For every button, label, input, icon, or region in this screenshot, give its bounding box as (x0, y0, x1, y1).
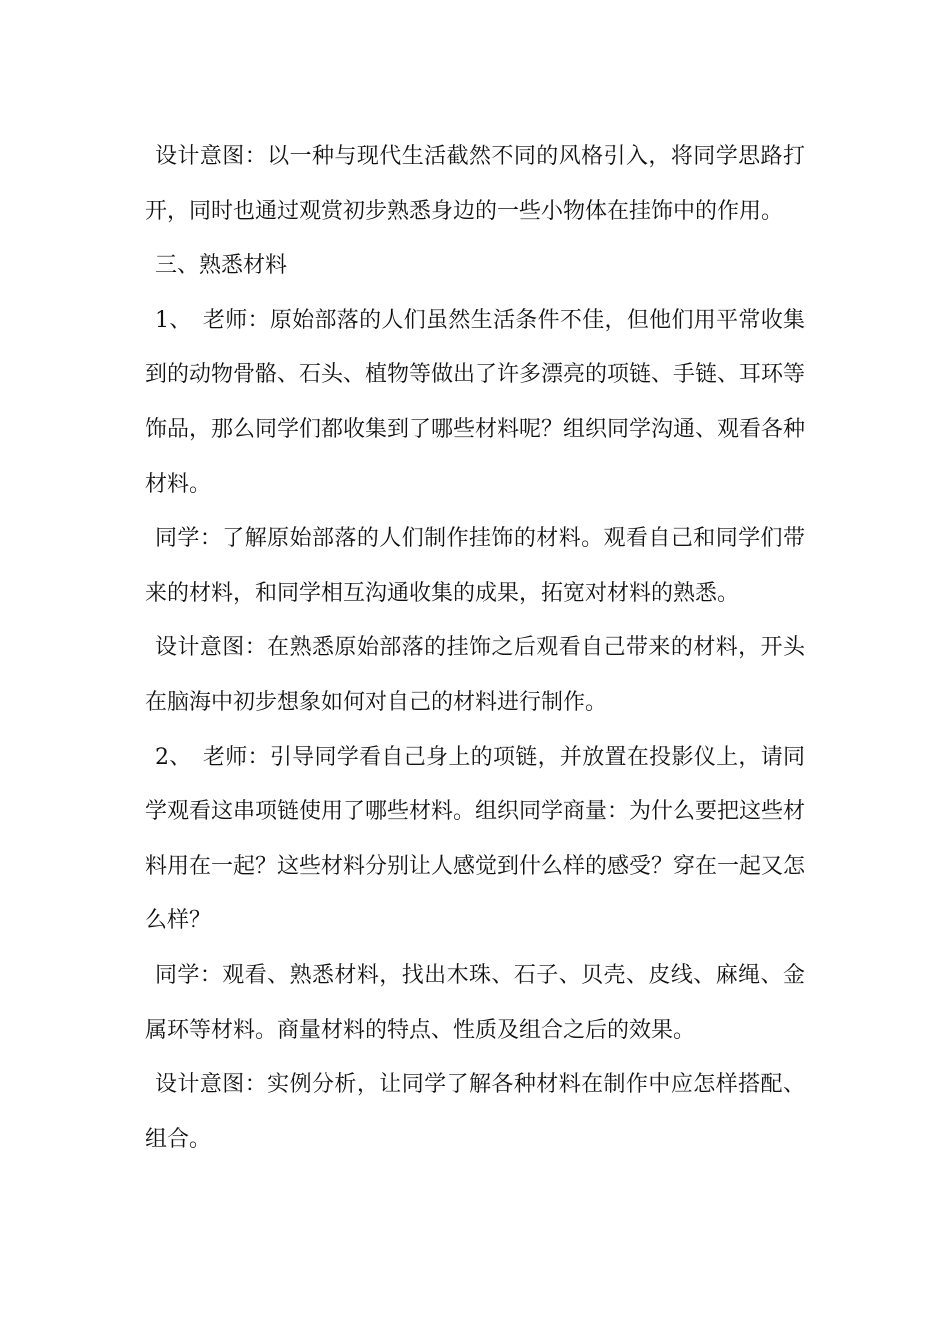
document-body (145, 130, 805, 1167)
paragraph-student-2: 同学：观看、熟悉材料，找出木珠、石子、贝壳、皮线、麻绳、金属环等材料。商量材料的特点、性质及组合之后的效果。 (145, 962, 805, 1043)
paragraph-design-intent-2: 设计意图：在熟悉原始部落的挂饰之后观看自己带来的材料，开头在脑海中初步想象如何对自己的材料进行制作。 (145, 635, 805, 715)
section-heading-materials: 三、熟悉材料 (155, 253, 288, 279)
paragraph-design-intent-1: 设计意图：以一种与现代生活截然不同的风格引入，将同学思路打开，同时也通过观赏初步熟悉身边的一些小物体在挂饰中的作用。 (145, 144, 805, 224)
paragraph-design-intent-3: 设计意图：实例分析，让同学了解各种材料在制作中应怎样搭配、组合。 (145, 1072, 805, 1152)
paragraph-student-1: 同学：了解原始部落的人们制作挂饰的材料。观看自己和同学们带来的材料，和同学相互沟通收集的成果，拓宽对材料的熟悉。 (145, 526, 805, 606)
paragraph-teacher-2: 2、 老师：引导同学看自己身上的项链，并放置在投影仪上，请同学观看这串项链使用了哪些材料。组织同学商量：为什么要把这些材料用在一起？这些材料分别让人感觉到什么样的感受？穿在一起又怎么样？ (145, 744, 806, 934)
paragraph-teacher-1: 1、 老师：原始部落的人们虽然生活条件不佳，但他们用平常收集到的动物骨骼、石头、植物等做出了许多漂亮的项链、手链、耳环等饰品，那么同学们都收集到了哪些材料呢？组织同学沟通、观看各种材料。 (145, 307, 806, 497)
